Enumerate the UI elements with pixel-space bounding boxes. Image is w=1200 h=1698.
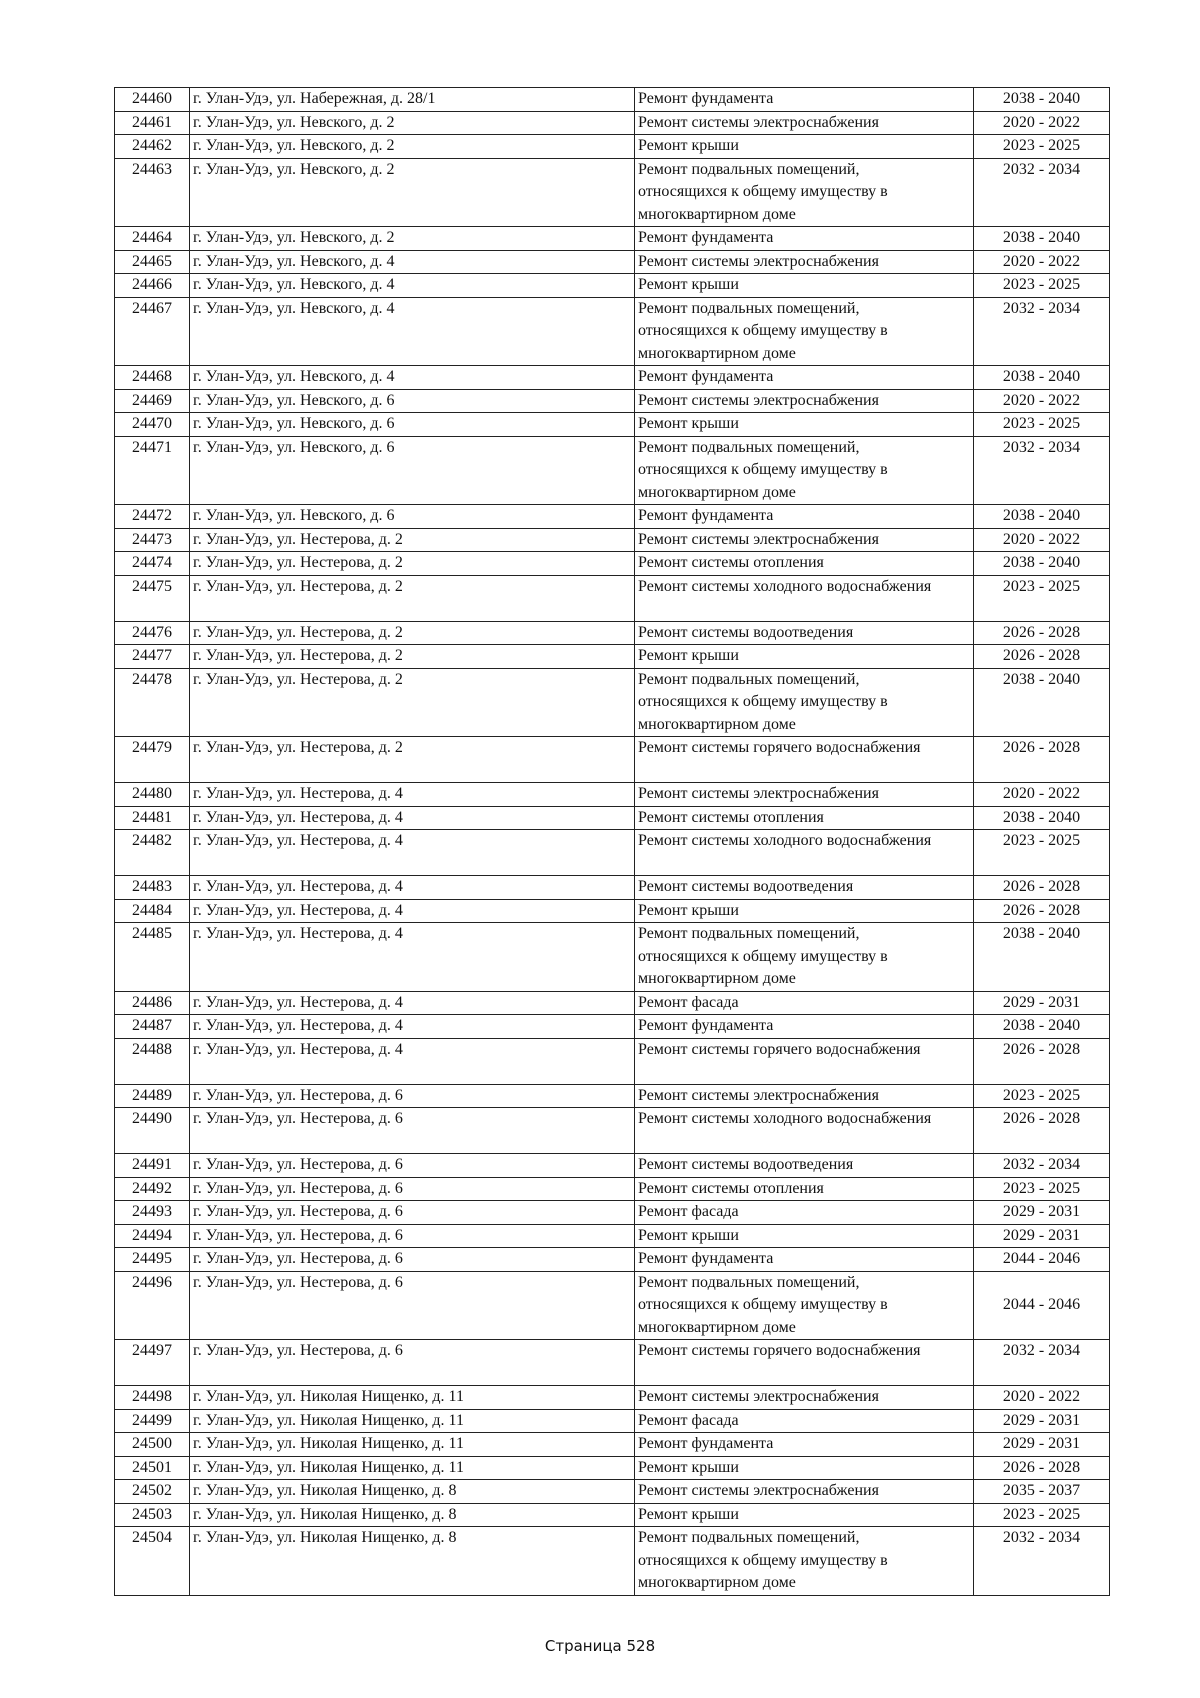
table-row [115, 1340, 1110, 1386]
row-work-type: Ремонт системы электроснабжения [635, 389, 974, 413]
row-address: г. Улан-Удэ, ул. Нестерова, д. 2 [190, 668, 635, 737]
row-number: 24462 [115, 135, 190, 159]
row-work-type: Ремонт системы электроснабжения [635, 1480, 974, 1504]
row-period: 2038 - 2040 [974, 923, 1110, 992]
table-row [115, 1084, 1110, 1108]
row-number: 24478 [115, 668, 190, 737]
row-period: 2032 - 2034 [974, 158, 1110, 227]
table-row [115, 1409, 1110, 1433]
row-number: 24468 [115, 366, 190, 390]
row-number: 24493 [115, 1201, 190, 1225]
row-period: 2038 - 2040 [974, 227, 1110, 251]
table-row [115, 923, 1110, 992]
row-address: г. Улан-Удэ, ул. Николая Нищенко, д. 11 [190, 1409, 635, 1433]
table-row [115, 1224, 1110, 1248]
table-body [115, 88, 1110, 1596]
row-period: 2026 - 2028 [974, 645, 1110, 669]
row-work-type: Ремонт системы электроснабжения [635, 250, 974, 274]
row-address: г. Улан-Удэ, ул. Нестерова, д. 6 [190, 1177, 635, 1201]
row-number: 24461 [115, 111, 190, 135]
table-row [115, 274, 1110, 298]
row-work-type: Ремонт системы отопления [635, 1177, 974, 1201]
row-number: 24497 [115, 1340, 190, 1386]
row-period: 2023 - 2025 [974, 830, 1110, 876]
row-period: 2026 - 2028 [974, 1456, 1110, 1480]
row-address: г. Улан-Удэ, ул. Нестерова, д. 4 [190, 1038, 635, 1084]
table-row [115, 250, 1110, 274]
table-row [115, 1433, 1110, 1457]
row-period: 2023 - 2025 [974, 575, 1110, 621]
row-number: 24470 [115, 413, 190, 437]
table-row [115, 737, 1110, 783]
row-number: 24504 [115, 1527, 190, 1596]
row-number: 24502 [115, 1480, 190, 1504]
row-address: г. Улан-Удэ, ул. Нестерова, д. 6 [190, 1248, 635, 1272]
row-number: 24501 [115, 1456, 190, 1480]
row-work-type: Ремонт крыши [635, 135, 974, 159]
row-number: 24464 [115, 227, 190, 251]
row-number: 24487 [115, 1015, 190, 1039]
row-number: 24481 [115, 806, 190, 830]
table-row [115, 436, 1110, 505]
row-work-type: Ремонт крыши [635, 645, 974, 669]
row-address: г. Улан-Удэ, ул. Нестерова, д. 4 [190, 923, 635, 992]
table-row [115, 830, 1110, 876]
row-address: г. Улан-Удэ, ул. Нестерова, д. 4 [190, 899, 635, 923]
table-row [115, 1038, 1110, 1084]
row-address: г. Улан-Удэ, ул. Невского, д. 6 [190, 505, 635, 529]
row-period: 2038 - 2040 [974, 1015, 1110, 1039]
row-work-type: Ремонт подвальных помещений, относящихся к общему имуществу в многоквартирном доме [635, 297, 974, 366]
row-number: 24482 [115, 830, 190, 876]
table-row [115, 899, 1110, 923]
row-address: г. Улан-Удэ, ул. Невского, д. 6 [190, 389, 635, 413]
row-number: 24467 [115, 297, 190, 366]
row-number: 24471 [115, 436, 190, 505]
row-work-type: Ремонт подвальных помещений, относящихся к общему имуществу в многоквартирном доме [635, 1271, 974, 1340]
row-period: 2020 - 2022 [974, 250, 1110, 274]
table-row [115, 783, 1110, 807]
row-period: 2023 - 2025 [974, 135, 1110, 159]
row-number: 24496 [115, 1271, 190, 1340]
row-work-type: Ремонт системы электроснабжения [635, 528, 974, 552]
row-address: г. Улан-Удэ, ул. Невского, д. 2 [190, 135, 635, 159]
table-row [115, 88, 1110, 112]
row-period: 2023 - 2025 [974, 1177, 1110, 1201]
row-work-type: Ремонт системы горячего водоснабжения [635, 1340, 974, 1386]
row-work-type: Ремонт фундамента [635, 1433, 974, 1457]
row-number: 24483 [115, 876, 190, 900]
row-number: 24488 [115, 1038, 190, 1084]
row-work-type: Ремонт системы электроснабжения [635, 1386, 974, 1410]
row-number: 24499 [115, 1409, 190, 1433]
table-row [115, 158, 1110, 227]
row-work-type: Ремонт системы водоотведения [635, 876, 974, 900]
table-row [115, 876, 1110, 900]
row-period: 2038 - 2040 [974, 668, 1110, 737]
row-period: 2038 - 2040 [974, 806, 1110, 830]
row-address: г. Улан-Удэ, ул. Николая Нищенко, д. 11 [190, 1433, 635, 1457]
table-row [115, 991, 1110, 1015]
row-period: 2035 - 2037 [974, 1480, 1110, 1504]
row-work-type: Ремонт системы горячего водоснабжения [635, 1038, 974, 1084]
row-period: 2032 - 2034 [974, 297, 1110, 366]
row-number: 24491 [115, 1154, 190, 1178]
row-work-type: Ремонт фундамента [635, 1248, 974, 1272]
row-period: 2032 - 2034 [974, 1340, 1110, 1386]
row-period: 2020 - 2022 [974, 111, 1110, 135]
table-row [115, 645, 1110, 669]
row-address: г. Улан-Удэ, ул. Нестерова, д. 2 [190, 645, 635, 669]
row-period: 2023 - 2025 [974, 413, 1110, 437]
row-number: 24475 [115, 575, 190, 621]
row-number: 24500 [115, 1433, 190, 1457]
row-work-type: Ремонт фасада [635, 1409, 974, 1433]
row-address: г. Улан-Удэ, ул. Набережная, д. 28/1 [190, 88, 635, 112]
row-number: 24472 [115, 505, 190, 529]
row-address: г. Улан-Удэ, ул. Николая Нищенко, д. 8 [190, 1480, 635, 1504]
table-row [115, 1271, 1110, 1340]
row-address: г. Улан-Удэ, ул. Нестерова, д. 2 [190, 575, 635, 621]
table-row [115, 1108, 1110, 1154]
row-work-type: Ремонт системы отопления [635, 806, 974, 830]
row-work-type: Ремонт крыши [635, 1456, 974, 1480]
row-period: 2029 - 2031 [974, 1433, 1110, 1457]
row-address: г. Улан-Удэ, ул. Нестерова, д. 2 [190, 528, 635, 552]
row-number: 24469 [115, 389, 190, 413]
row-period: 2023 - 2025 [974, 1503, 1110, 1527]
row-work-type: Ремонт фундамента [635, 366, 974, 390]
row-work-type: Ремонт подвальных помещений, относящихся к общему имуществу в многоквартирном доме [635, 1527, 974, 1596]
row-period: 2044 - 2046 [974, 1271, 1110, 1340]
row-period: 2032 - 2034 [974, 1154, 1110, 1178]
row-number: 24463 [115, 158, 190, 227]
row-address: г. Улан-Удэ, ул. Нестерова, д. 6 [190, 1340, 635, 1386]
row-work-type: Ремонт фундамента [635, 227, 974, 251]
table-row [115, 1503, 1110, 1527]
row-number: 24480 [115, 783, 190, 807]
table-row [115, 227, 1110, 251]
table-row [115, 621, 1110, 645]
row-address: г. Улан-Удэ, ул. Невского, д. 6 [190, 413, 635, 437]
row-work-type: Ремонт системы холодного водоснабжения [635, 830, 974, 876]
row-period: 2026 - 2028 [974, 1038, 1110, 1084]
row-period: 2029 - 2031 [974, 1201, 1110, 1225]
row-work-type: Ремонт крыши [635, 1224, 974, 1248]
row-address: г. Улан-Удэ, ул. Николая Нищенко, д. 8 [190, 1503, 635, 1527]
row-period: 2026 - 2028 [974, 737, 1110, 783]
table-row [115, 1248, 1110, 1272]
row-address: г. Улан-Удэ, ул. Нестерова, д. 6 [190, 1224, 635, 1248]
row-period: 2020 - 2022 [974, 528, 1110, 552]
row-period: 2029 - 2031 [974, 991, 1110, 1015]
row-number: 24498 [115, 1386, 190, 1410]
row-address: г. Улан-Удэ, ул. Нестерова, д. 6 [190, 1108, 635, 1154]
row-work-type: Ремонт подвальных помещений, относящихся к общему имуществу в многоквартирном доме [635, 436, 974, 505]
row-work-type: Ремонт системы водоотведения [635, 621, 974, 645]
row-work-type: Ремонт системы электроснабжения [635, 1084, 974, 1108]
row-address: г. Улан-Удэ, ул. Николая Нищенко, д. 11 [190, 1456, 635, 1480]
row-number: 24479 [115, 737, 190, 783]
row-address: г. Улан-Удэ, ул. Нестерова, д. 6 [190, 1201, 635, 1225]
row-address: г. Улан-Удэ, ул. Нестерова, д. 2 [190, 621, 635, 645]
table-row [115, 1527, 1110, 1596]
row-number: 24474 [115, 552, 190, 576]
row-address: г. Улан-Удэ, ул. Нестерова, д. 6 [190, 1084, 635, 1108]
row-work-type: Ремонт системы электроснабжения [635, 111, 974, 135]
row-work-type: Ремонт системы водоотведения [635, 1154, 974, 1178]
table-row [115, 1177, 1110, 1201]
table-row [115, 135, 1110, 159]
row-work-type: Ремонт системы холодного водоснабжения [635, 1108, 974, 1154]
row-work-type: Ремонт подвальных помещений, относящихся к общему имуществу в многоквартирном доме [635, 923, 974, 992]
row-number: 24484 [115, 899, 190, 923]
table-row [115, 505, 1110, 529]
table-row [115, 806, 1110, 830]
row-period: 2038 - 2040 [974, 552, 1110, 576]
row-period: 2026 - 2028 [974, 1108, 1110, 1154]
row-period: 2038 - 2040 [974, 366, 1110, 390]
row-address: г. Улан-Удэ, ул. Невского, д. 2 [190, 111, 635, 135]
row-number: 24473 [115, 528, 190, 552]
row-number: 24494 [115, 1224, 190, 1248]
table-row [115, 297, 1110, 366]
row-address: г. Улан-Удэ, ул. Нестерова, д. 2 [190, 552, 635, 576]
row-work-type: Ремонт подвальных помещений, относящихся к общему имуществу в многоквартирном доме [635, 668, 974, 737]
row-number: 24477 [115, 645, 190, 669]
row-address: г. Улан-Удэ, ул. Нестерова, д. 2 [190, 737, 635, 783]
row-work-type: Ремонт системы горячего водоснабжения [635, 737, 974, 783]
row-number: 24465 [115, 250, 190, 274]
row-period: 2020 - 2022 [974, 783, 1110, 807]
table-row [115, 1015, 1110, 1039]
table-row [115, 111, 1110, 135]
row-work-type: Ремонт крыши [635, 1503, 974, 1527]
row-address: г. Улан-Удэ, ул. Невского, д. 6 [190, 436, 635, 505]
row-period: 2032 - 2034 [974, 1527, 1110, 1596]
row-work-type: Ремонт системы электроснабжения [635, 783, 974, 807]
repair-schedule-table [114, 87, 1110, 1596]
table-row [115, 1480, 1110, 1504]
row-period: 2023 - 2025 [974, 274, 1110, 298]
row-address: г. Улан-Удэ, ул. Невского, д. 4 [190, 366, 635, 390]
row-period: 2038 - 2040 [974, 505, 1110, 529]
table-row [115, 366, 1110, 390]
table-row [115, 552, 1110, 576]
table-row [115, 1386, 1110, 1410]
row-number: 24503 [115, 1503, 190, 1527]
table-row [115, 1456, 1110, 1480]
row-address: г. Улан-Удэ, ул. Невского, д. 4 [190, 274, 635, 298]
row-period: 2020 - 2022 [974, 1386, 1110, 1410]
row-period: 2023 - 2025 [974, 1084, 1110, 1108]
row-address: г. Улан-Удэ, ул. Невского, д. 2 [190, 227, 635, 251]
row-number: 24495 [115, 1248, 190, 1272]
row-number: 24476 [115, 621, 190, 645]
table-row [115, 528, 1110, 552]
page-number: Страница 528 [544, 1637, 656, 1655]
row-address: г. Улан-Удэ, ул. Невского, д. 2 [190, 158, 635, 227]
row-address: г. Улан-Удэ, ул. Нестерова, д. 4 [190, 991, 635, 1015]
row-period: 2026 - 2028 [974, 876, 1110, 900]
row-period: 2029 - 2031 [974, 1224, 1110, 1248]
row-number: 24466 [115, 274, 190, 298]
row-address: г. Улан-Удэ, ул. Нестерова, д. 4 [190, 830, 635, 876]
row-address: г. Улан-Удэ, ул. Нестерова, д. 4 [190, 783, 635, 807]
table-row [115, 389, 1110, 413]
row-address: г. Улан-Удэ, ул. Нестерова, д. 6 [190, 1271, 635, 1340]
row-number: 24485 [115, 923, 190, 992]
row-address: г. Улан-Удэ, ул. Нестерова, д. 4 [190, 1015, 635, 1039]
table-row [115, 668, 1110, 737]
row-work-type: Ремонт фундамента [635, 505, 974, 529]
row-period: 2020 - 2022 [974, 389, 1110, 413]
row-address: г. Улан-Удэ, ул. Нестерова, д. 4 [190, 806, 635, 830]
table-row [115, 1154, 1110, 1178]
row-number: 24492 [115, 1177, 190, 1201]
table-row [115, 413, 1110, 437]
table-row [115, 1201, 1110, 1225]
row-address: г. Улан-Удэ, ул. Невского, д. 4 [190, 250, 635, 274]
row-work-type: Ремонт крыши [635, 899, 974, 923]
row-address: г. Улан-Удэ, ул. Нестерова, д. 6 [190, 1154, 635, 1178]
row-work-type: Ремонт фундамента [635, 88, 974, 112]
row-work-type: Ремонт фасада [635, 991, 974, 1015]
row-address: г. Улан-Удэ, ул. Нестерова, д. 4 [190, 876, 635, 900]
row-address: г. Улан-Удэ, ул. Николая Нищенко, д. 8 [190, 1527, 635, 1596]
row-number: 24486 [115, 991, 190, 1015]
row-work-type: Ремонт системы холодного водоснабжения [635, 575, 974, 621]
row-work-type: Ремонт фасада [635, 1201, 974, 1225]
row-period: 2029 - 2031 [974, 1409, 1110, 1433]
row-number: 24490 [115, 1108, 190, 1154]
row-period: 2038 - 2040 [974, 88, 1110, 112]
row-address: г. Улан-Удэ, ул. Николая Нищенко, д. 11 [190, 1386, 635, 1410]
row-period: 2032 - 2034 [974, 436, 1110, 505]
row-number: 24460 [115, 88, 190, 112]
row-work-type: Ремонт подвальных помещений, относящихся к общему имуществу в многоквартирном доме [635, 158, 974, 227]
row-period: 2026 - 2028 [974, 621, 1110, 645]
row-period: 2026 - 2028 [974, 899, 1110, 923]
row-address: г. Улан-Удэ, ул. Невского, д. 4 [190, 297, 635, 366]
row-number: 24489 [115, 1084, 190, 1108]
table-row [115, 575, 1110, 621]
row-work-type: Ремонт крыши [635, 274, 974, 298]
row-period: 2044 - 2046 [974, 1248, 1110, 1272]
row-work-type: Ремонт системы отопления [635, 552, 974, 576]
row-work-type: Ремонт крыши [635, 413, 974, 437]
row-work-type: Ремонт фундамента [635, 1015, 974, 1039]
